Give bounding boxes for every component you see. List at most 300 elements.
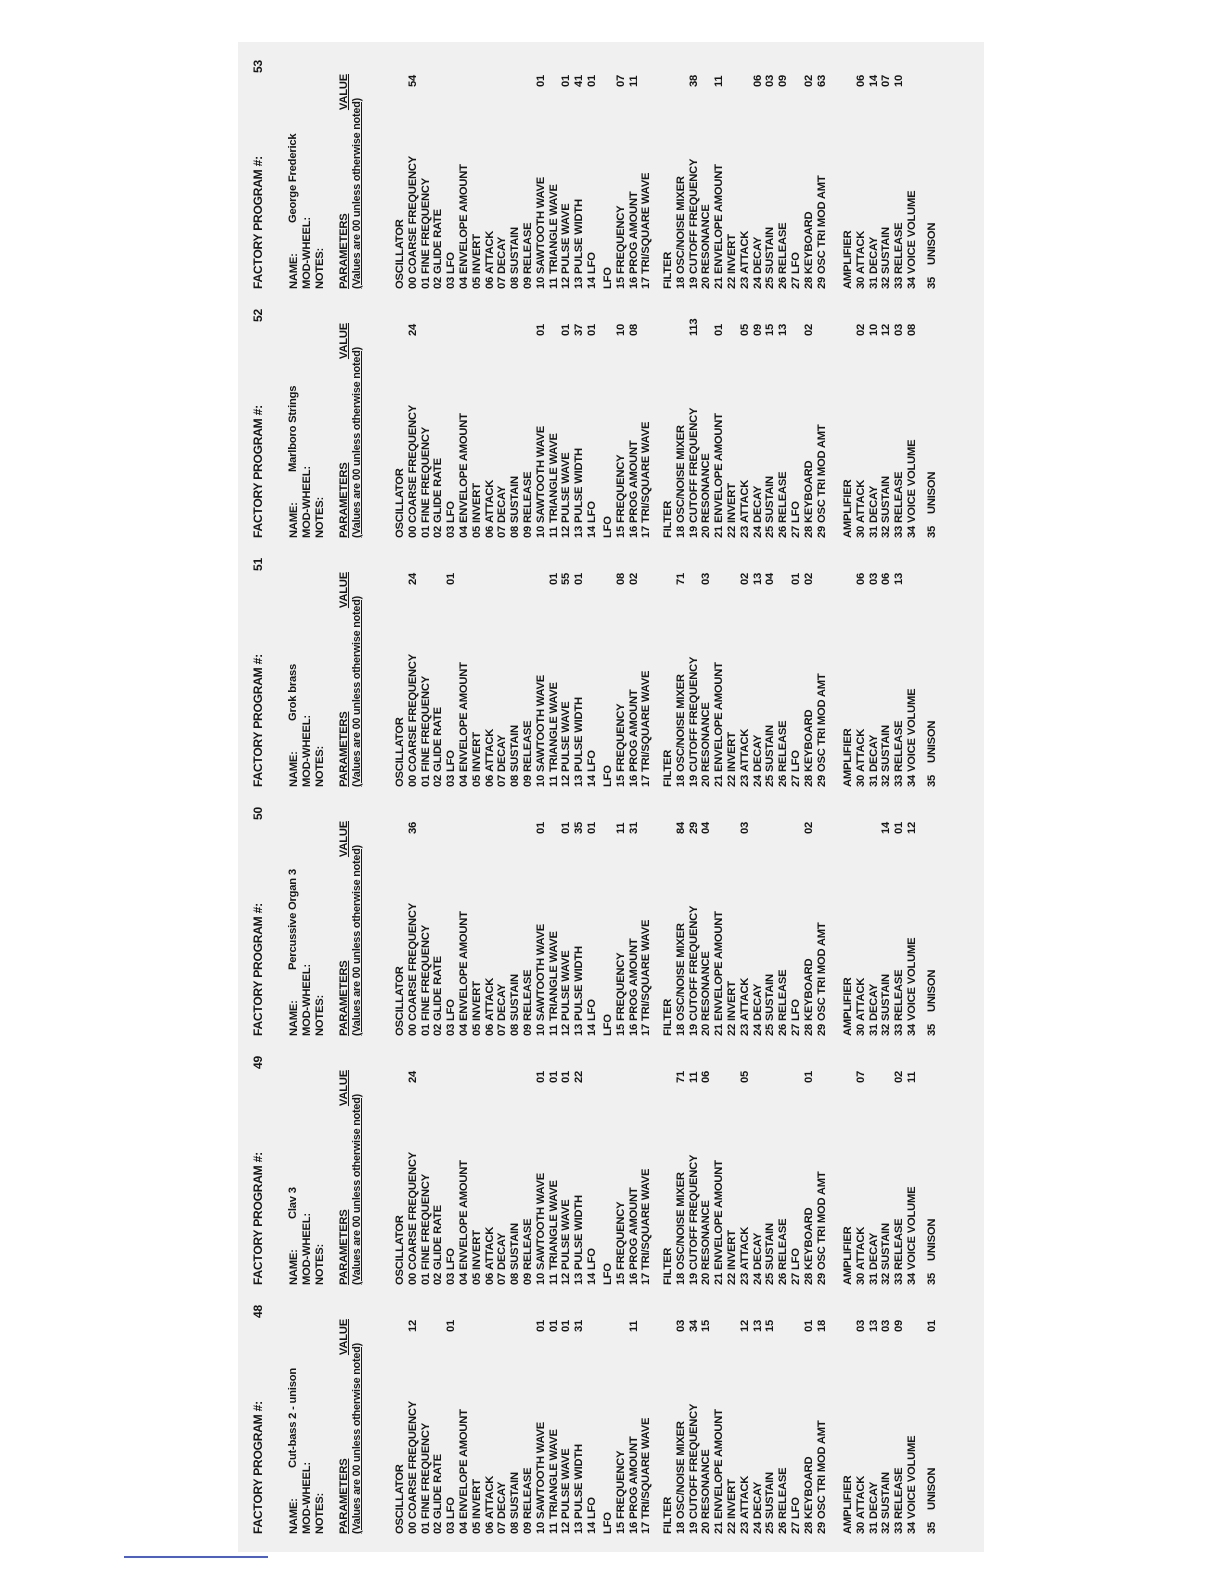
- parameters-header: [338, 309, 364, 538]
- parameter-row: [675, 1305, 688, 1534]
- program-card: [238, 552, 984, 797]
- parameter-number: 26: [777, 1023, 790, 1036]
- parameter-number: 19: [687, 774, 700, 787]
- parameter-number: 16: [627, 1023, 640, 1036]
- parameter-number: 31: [867, 276, 880, 289]
- parameter-row: [893, 1056, 906, 1285]
- parameter-name: FINE FREQUENCY: [419, 177, 432, 274]
- parameter-value: 37: [573, 323, 586, 336]
- parameter-name: LFO: [789, 1497, 802, 1519]
- parameter-number: 16: [627, 774, 640, 787]
- parameter-row: [509, 807, 522, 1036]
- parameter-number: 15: [614, 1023, 627, 1036]
- parameter-value: 06: [880, 572, 893, 585]
- parameter-row: [420, 1305, 433, 1534]
- parameter-row: [880, 558, 893, 787]
- parameter-name: ATTACK: [483, 977, 496, 1021]
- parameter-value: 01: [802, 1070, 815, 1083]
- parameter-name: DECAY: [751, 236, 764, 274]
- mod-wheel-row: [301, 558, 314, 787]
- program-name: Grok brass: [287, 663, 299, 721]
- parameter-name: OSC TRI MOD AMT: [815, 1171, 828, 1270]
- parameter-row: [868, 1305, 881, 1534]
- parameter-row: [675, 807, 688, 1036]
- parameter-name: SUSTAIN: [880, 227, 893, 274]
- parameter-row: [726, 1305, 739, 1534]
- parameter-number: 12: [560, 774, 573, 787]
- parameter-number: 19: [687, 1272, 700, 1285]
- unison-section: [926, 1056, 939, 1285]
- parameter-row: [458, 1305, 471, 1534]
- parameter-name: ATTACK: [854, 1226, 867, 1270]
- parameter-name: COARSE FREQUENCY: [406, 902, 419, 1021]
- parameter-number: 10: [534, 1521, 547, 1534]
- parameter-name: OSC/NOISE MIXER: [674, 1172, 687, 1270]
- unison-row: [926, 807, 939, 1036]
- parameter-name: GLIDE RATE: [432, 956, 445, 1021]
- parameter-value: 01: [534, 1070, 547, 1083]
- program-label: FACTORY PROGRAM #:: [251, 1401, 265, 1534]
- parameter-number: 04: [457, 1521, 470, 1534]
- unison-label: UNISON: [926, 222, 938, 265]
- program-meta: [288, 1305, 326, 1534]
- parameter-row: [675, 309, 688, 538]
- lfo-section: [602, 558, 653, 787]
- parameter-name: COARSE FREQUENCY: [406, 1400, 419, 1519]
- parameter-number: 10: [534, 525, 547, 538]
- parameter-number: 32: [880, 774, 893, 787]
- parameter-name: LFO: [445, 1248, 458, 1270]
- parameter-row: [628, 1305, 641, 1534]
- parameter-row: [573, 60, 586, 289]
- parameter-value: 13: [751, 1319, 764, 1332]
- parameter-row: [484, 558, 497, 787]
- lfo-section: [602, 309, 653, 538]
- parameter-name: GLIDE RATE: [432, 209, 445, 274]
- values-note: (Values are 00 unless otherwise noted): [350, 97, 363, 289]
- parameter-row: [816, 309, 829, 538]
- unison-number: 35: [926, 276, 938, 289]
- parameter-name: PULSE WAVE: [560, 1199, 573, 1270]
- parameter-name: INVERT: [725, 1479, 738, 1519]
- values-note: (Values are 00 unless otherwise noted): [350, 1093, 363, 1285]
- parameter-name: VOICE VOLUME: [905, 937, 918, 1021]
- parameter-row: [777, 60, 790, 289]
- parameter-value: 84: [674, 821, 687, 834]
- parameter-number: 11: [547, 1024, 560, 1036]
- parameter-value: 01: [585, 821, 598, 834]
- parameter-name: ENVELOPE AMOUNT: [457, 1409, 470, 1519]
- parameter-value: 08: [614, 572, 627, 585]
- parameter-name: SUSTAIN: [764, 1472, 777, 1519]
- parameter-number: 06: [483, 1023, 496, 1036]
- oscillator-section: [394, 1056, 599, 1285]
- parameter-row: [432, 309, 445, 538]
- parameter-name: DECAY: [751, 485, 764, 523]
- parameter-name: SAWTOOTH WAVE: [534, 176, 547, 274]
- parameter-row: [739, 807, 752, 1036]
- parameter-row: [496, 60, 509, 289]
- parameter-row: [880, 309, 893, 538]
- parameter-row: [640, 807, 653, 1036]
- parameter-name: PULSE WAVE: [560, 203, 573, 274]
- parameter-name: DECAY: [867, 236, 880, 274]
- parameter-number: 13: [573, 1521, 586, 1534]
- parameter-name: RELEASE: [777, 1467, 790, 1519]
- parameter-name: DECAY: [496, 485, 509, 523]
- parameter-row: [484, 60, 497, 289]
- parameter-value: 03: [880, 1319, 893, 1332]
- parameter-number: 25: [764, 525, 777, 538]
- unison-section: [926, 807, 939, 1036]
- parameter-name: CUTOFF FREQUENCY: [687, 158, 700, 274]
- parameter-row: [713, 1305, 726, 1534]
- parameter-value: 71: [674, 572, 687, 585]
- parameter-row: [880, 807, 893, 1036]
- unison-section: [926, 60, 939, 289]
- parameter-number: 05: [470, 1272, 483, 1285]
- notes-row: [314, 558, 327, 787]
- parameter-number: 17: [640, 1521, 653, 1534]
- unison-value: 01: [926, 1319, 938, 1332]
- parameter-name: PULSE WAVE: [560, 950, 573, 1021]
- parameter-row: [816, 558, 829, 787]
- parameter-name: SAWTOOTH WAVE: [534, 674, 547, 772]
- parameter-row: [675, 558, 688, 787]
- parameter-name: ATTACK: [854, 230, 867, 274]
- value-title: VALUE: [338, 1319, 350, 1356]
- program-name: Percussive Organ 3: [287, 869, 299, 970]
- parameter-row: [790, 558, 803, 787]
- parameter-number: 08: [509, 1272, 522, 1285]
- program-header: [252, 1305, 268, 1534]
- program-label: FACTORY PROGRAM #:: [251, 1152, 265, 1285]
- parameter-row: [535, 807, 548, 1036]
- parameters-header: [338, 1305, 364, 1534]
- parameter-number: 26: [777, 1272, 790, 1285]
- parameter-value: 01: [560, 1070, 573, 1083]
- parameter-number: 25: [764, 774, 777, 787]
- parameter-row: [803, 1056, 816, 1285]
- parameter-value: 29: [687, 821, 700, 834]
- parameter-value: 02: [854, 323, 867, 336]
- unison-number: 35: [926, 1521, 938, 1534]
- parameter-row: [893, 60, 906, 289]
- parameter-number: 01: [419, 276, 432, 289]
- parameter-value: 01: [802, 1319, 815, 1332]
- parameter-value: 05: [738, 323, 751, 336]
- parameter-number: 15: [614, 1272, 627, 1285]
- parameter-number: 01: [419, 1023, 432, 1036]
- parameter-row: [496, 1056, 509, 1285]
- parameter-value: 15: [764, 1319, 777, 1332]
- parameter-number: 06: [483, 525, 496, 538]
- parameter-row: [420, 807, 433, 1036]
- oscillator-title: OSCILLATOR: [394, 1464, 406, 1534]
- parameter-name: INVERT: [725, 234, 738, 274]
- parameter-row: [803, 558, 816, 787]
- parameter-name: OSC TRI MOD AMT: [815, 424, 828, 523]
- parameter-value: 02: [802, 572, 815, 585]
- parameter-number: 33: [893, 276, 906, 289]
- parameter-number: 13: [573, 1272, 586, 1285]
- parameter-number: 09: [521, 1023, 534, 1036]
- parameter-row: [906, 60, 919, 289]
- parameter-number: 26: [777, 525, 790, 538]
- parameter-number: 01: [419, 1521, 432, 1534]
- oscillator-section: [394, 558, 599, 787]
- parameter-row: [688, 309, 701, 538]
- parameter-number: 05: [470, 1023, 483, 1036]
- parameter-row: [586, 60, 599, 289]
- mod-wheel-label: MOD-WHEEL:: [300, 1213, 313, 1285]
- parameter-name: RELEASE: [777, 969, 790, 1021]
- parameter-name: TRI/SQUARE WAVE: [640, 1417, 653, 1519]
- program-number: 48: [251, 1305, 265, 1318]
- parameter-name: PULSE WIDTH: [573, 1195, 586, 1270]
- mod-wheel-row: [301, 807, 314, 1036]
- parameter-value: 41: [573, 74, 586, 87]
- amplifier-title: AMPLIFIER: [842, 230, 854, 289]
- parameter-name: PROG AMOUNT: [627, 689, 640, 772]
- parameter-row: [407, 60, 420, 289]
- parameter-number: 09: [521, 1272, 534, 1285]
- value-title: VALUE: [338, 1070, 350, 1107]
- parameter-name: CUTOFF FREQUENCY: [687, 407, 700, 523]
- oscillator-section: [394, 309, 599, 538]
- parameter-number: 06: [483, 1272, 496, 1285]
- parameter-row: [700, 1056, 713, 1285]
- parameter-name: SUSTAIN: [880, 1472, 893, 1519]
- parameter-name: OSC/NOISE MIXER: [674, 176, 687, 274]
- parameter-number: 09: [521, 276, 534, 289]
- parameter-row: [893, 807, 906, 1036]
- parameter-number: 28: [802, 276, 815, 289]
- parameter-value: 24: [406, 323, 419, 336]
- name-row: [288, 1305, 301, 1534]
- parameter-row: [688, 558, 701, 787]
- parameter-number: 07: [496, 1272, 509, 1285]
- parameter-value: 14: [867, 74, 880, 87]
- notes-label: NOTES:: [313, 994, 326, 1036]
- parameter-value: 01: [547, 572, 560, 585]
- parameter-value: 14: [880, 821, 893, 834]
- parameter-row: [407, 1305, 420, 1534]
- parameter-number: 31: [867, 525, 880, 538]
- parameter-number: 18: [674, 1023, 687, 1036]
- parameter-number: 29: [815, 276, 828, 289]
- parameter-number: 14: [585, 525, 598, 538]
- parameter-row: [535, 558, 548, 787]
- parameter-row: [713, 60, 726, 289]
- filter-section: [662, 558, 828, 787]
- parameter-number: 23: [738, 1521, 751, 1534]
- parameter-name: SUSTAIN: [764, 725, 777, 772]
- parameter-value: 01: [534, 821, 547, 834]
- name-label: NAME:: [288, 502, 300, 538]
- parameter-row: [586, 558, 599, 787]
- parameter-row: [496, 309, 509, 538]
- parameter-number: 12: [560, 276, 573, 289]
- parameter-value: 18: [815, 1319, 828, 1332]
- parameter-name: GLIDE RATE: [432, 458, 445, 523]
- parameter-row: [640, 558, 653, 787]
- parameter-number: 30: [854, 525, 867, 538]
- parameter-name: RELEASE: [521, 720, 534, 772]
- program-label: FACTORY PROGRAM #:: [251, 654, 265, 787]
- parameter-name: SAWTOOTH WAVE: [534, 1421, 547, 1519]
- parameter-row: [726, 309, 739, 538]
- parameter-row: [586, 807, 599, 1036]
- parameter-name: RESONANCE: [700, 951, 713, 1021]
- parameter-name: DECAY: [496, 236, 509, 274]
- parameter-number: 00: [406, 276, 419, 289]
- parameter-row: [868, 1056, 881, 1285]
- parameter-name: PULSE WIDTH: [573, 946, 586, 1021]
- parameter-number: 24: [751, 525, 764, 538]
- parameter-name: SUSTAIN: [764, 476, 777, 523]
- notes-label: NOTES:: [313, 247, 326, 289]
- parameter-number: 02: [432, 276, 445, 289]
- parameter-number: 22: [725, 1023, 738, 1036]
- parameter-value: 08: [627, 323, 640, 336]
- parameter-number: 19: [687, 525, 700, 538]
- parameter-name: SUSTAIN: [509, 476, 522, 523]
- parameter-row: [432, 558, 445, 787]
- parameter-value: 03: [893, 323, 906, 336]
- parameter-row: [407, 807, 420, 1036]
- parameter-value: 01: [547, 1319, 560, 1332]
- parameter-row: [420, 558, 433, 787]
- parameter-number: 31: [867, 774, 880, 787]
- parameter-row: [522, 309, 535, 538]
- parameter-name: KEYBOARD: [802, 709, 815, 772]
- parameter-value: 71: [674, 1070, 687, 1083]
- parameter-name: ENVELOPE AMOUNT: [713, 413, 726, 523]
- parameter-name: RELEASE: [521, 969, 534, 1021]
- parameter-name: INVERT: [725, 1230, 738, 1270]
- parameter-name: LFO: [445, 252, 458, 274]
- parameter-number: 05: [470, 1521, 483, 1534]
- parameter-row: [560, 309, 573, 538]
- parameter-row: [628, 60, 641, 289]
- parameter-value: 31: [627, 821, 640, 834]
- parameter-row: [713, 558, 726, 787]
- parameters-header: [338, 558, 364, 787]
- name-label: NAME:: [288, 1498, 300, 1534]
- filter-title: FILTER: [662, 500, 674, 538]
- parameter-number: 02: [432, 1023, 445, 1036]
- parameter-row: [764, 558, 777, 787]
- parameter-name: RELEASE: [777, 720, 790, 772]
- parameter-value: 01: [585, 74, 598, 87]
- parameter-name: RELEASE: [777, 471, 790, 523]
- parameter-name: LFO: [445, 750, 458, 772]
- parameter-value: 15: [700, 1319, 713, 1332]
- parameter-number: 22: [725, 276, 738, 289]
- parameter-name: FINE FREQUENCY: [419, 924, 432, 1021]
- parameter-name: LFO: [585, 501, 598, 523]
- parameter-number: 28: [802, 525, 815, 538]
- parameter-name: OSC TRI MOD AMT: [815, 175, 828, 274]
- parameter-row: [868, 60, 881, 289]
- parameter-row: [713, 309, 726, 538]
- parameter-number: 16: [627, 525, 640, 538]
- parameter-number: 29: [815, 1521, 828, 1534]
- parameter-number: 20: [700, 1272, 713, 1285]
- parameter-row: [458, 1056, 471, 1285]
- parameter-value: 12: [738, 1319, 751, 1332]
- parameter-name: GLIDE RATE: [432, 1454, 445, 1519]
- parameter-value: 09: [777, 74, 790, 87]
- parameter-row: [855, 1305, 868, 1534]
- program-name: Marlboro Strings: [287, 385, 299, 472]
- parameter-name: COARSE FREQUENCY: [406, 404, 419, 523]
- values-note: (Values are 00 unless otherwise noted): [350, 844, 363, 1036]
- parameter-row: [420, 60, 433, 289]
- parameter-number: 13: [573, 525, 586, 538]
- parameter-row: [640, 60, 653, 289]
- parameter-number: 01: [419, 525, 432, 538]
- parameter-row: [777, 1305, 790, 1534]
- parameter-name: FREQUENCY: [614, 703, 627, 772]
- parameter-number: 16: [627, 1521, 640, 1534]
- parameter-row: [458, 558, 471, 787]
- parameter-name: CUTOFF FREQUENCY: [687, 1403, 700, 1519]
- parameter-row: [432, 807, 445, 1036]
- mod-wheel-row: [301, 309, 314, 538]
- parameter-row: [509, 1305, 522, 1534]
- parameter-row: [615, 60, 628, 289]
- parameter-value: 01: [893, 821, 906, 834]
- parameters-title: PARAMETERS: [338, 960, 350, 1036]
- parameter-name: FREQUENCY: [614, 205, 627, 274]
- parameter-number: 08: [509, 1023, 522, 1036]
- parameter-row: [548, 807, 561, 1036]
- parameter-value: 02: [627, 572, 640, 585]
- parameter-row: [790, 1056, 803, 1285]
- parameter-row: [713, 1056, 726, 1285]
- parameter-name: INVERT: [470, 234, 483, 274]
- oscillator-title: OSCILLATOR: [394, 219, 406, 289]
- parameter-value: 02: [802, 323, 815, 336]
- parameter-name: SUSTAIN: [880, 974, 893, 1021]
- parameter-value: 01: [445, 1319, 458, 1332]
- parameter-row: [522, 1305, 535, 1534]
- parameter-name: LFO: [585, 1248, 598, 1270]
- parameter-row: [615, 1056, 628, 1285]
- name-label: NAME:: [288, 1000, 300, 1036]
- parameter-row: [445, 1305, 458, 1534]
- parameter-name: TRI/SQUARE WAVE: [640, 670, 653, 772]
- parameter-row: [522, 60, 535, 289]
- parameter-name: DECAY: [867, 1232, 880, 1270]
- parameter-number: 30: [854, 1023, 867, 1036]
- parameter-number: 32: [880, 1023, 893, 1036]
- parameter-name: RELEASE: [893, 969, 906, 1021]
- parameter-number: 22: [725, 1272, 738, 1285]
- unison-number: 35: [926, 525, 938, 538]
- parameter-name: DECAY: [496, 983, 509, 1021]
- parameter-value: 03: [854, 1319, 867, 1332]
- parameter-name: PULSE WIDTH: [573, 1444, 586, 1519]
- parameter-name: ENVELOPE AMOUNT: [713, 911, 726, 1021]
- parameter-number: 24: [751, 1023, 764, 1036]
- filter-section: [662, 1056, 828, 1285]
- parameter-number: 14: [585, 1272, 598, 1285]
- parameter-value: 15: [764, 323, 777, 336]
- parameter-row: [752, 1056, 765, 1285]
